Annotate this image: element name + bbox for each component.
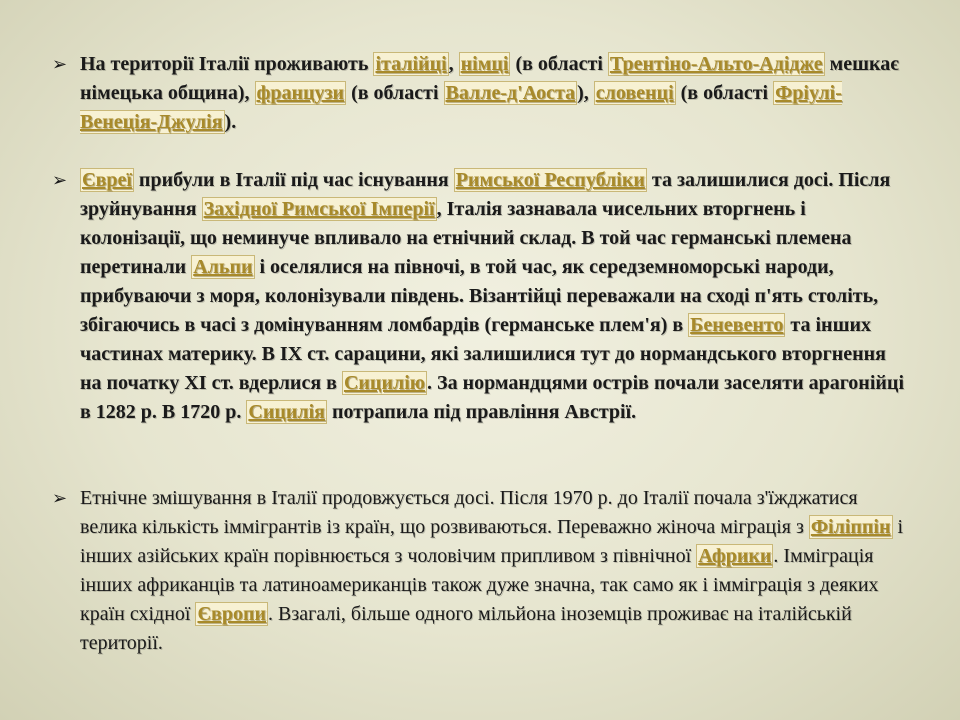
text-segment: та залишилися досі. Після зруйнування — [80, 169, 891, 220]
hyperlink[interactable]: Трентіно-Альто-Адідже — [609, 53, 823, 75]
bullet-ethnic-groups — [52, 50, 912, 137]
text-segment: потрапила під правління Австрії. — [327, 401, 637, 423]
bullet-text — [80, 166, 912, 427]
hyperlink[interactable]: Валле-д'Аоста — [445, 82, 576, 104]
text-segment: мешкає німецька община), — [80, 53, 899, 104]
hyperlink[interactable]: Філіппін — [810, 516, 891, 538]
text-segment: і інших азійських країн порівнюється з чоловічим припливом з північної — [80, 516, 904, 567]
text-segment: ). — [224, 111, 237, 133]
hyperlink[interactable]: німці — [460, 53, 509, 75]
text-segment: . Імміграція інших африканців та латиноамериканців також дуже значна, так само як і імміграція з деяких країн східної — [80, 545, 879, 625]
hyperlink[interactable]: Західної Римської Імперії — [203, 198, 435, 220]
arrow-bullet-icon: ➢ — [52, 54, 68, 75]
bullet-text — [80, 50, 912, 137]
arrow-bullet-icon: ➢ — [52, 170, 68, 191]
text-segment: На території Італії проживають — [80, 53, 374, 75]
hyperlink[interactable]: французи — [256, 82, 345, 104]
text-segment: , Італія зазнавала чисельних вторгнень і колонізації, що неминуче впливало на етнічний склад. В той час германські племена перетинали — [80, 198, 852, 278]
text-segment: та інших частинах материку. В IX ст. сарацини, які залишилися тут до нормандського вторгнення на початку XI ст. вдерлися в — [80, 314, 886, 394]
hyperlink[interactable]: Африки — [698, 545, 772, 567]
text-segment: (в області — [346, 82, 444, 104]
hyperlink[interactable]: Фріулі-Венеція-Джулія — [80, 82, 842, 133]
text-segment: прибули в Італії під час існування — [133, 169, 454, 191]
text-segment: Етнічне змішування в Італії продовжується досі. Після 1970 р. до Італії почала з'їжджатися велика кількість іммігрантів із країн, що розвиваються. Переважно жіноча міграція з — [80, 487, 858, 538]
hyperlink[interactable]: італійці — [375, 53, 447, 75]
hyperlink[interactable]: Європи — [197, 603, 267, 625]
text-segment: і оселялися на півночі, в той час, як середземноморські народи, прибуваючи з моря, колонізували південь. Візантійці переважали на сході п'ять століть, збігаючись в часі з домінуванням ломбардів (германське плем'я) в — [80, 256, 879, 336]
text-segment: . Взагалі, більше одного мільйона іноземців проживає на італійській території. — [80, 603, 852, 654]
text-segment: . За нормандцями острів почали заселяти арагонійці в 1282 р. В 1720 р. — [80, 372, 904, 423]
bullet-immigration — [52, 484, 912, 658]
bullet-text — [80, 484, 912, 658]
arrow-bullet-icon: ➢ — [52, 488, 68, 509]
hyperlink[interactable]: Сицилія — [248, 401, 326, 423]
hyperlink[interactable]: Сицилію — [343, 372, 426, 394]
hyperlink[interactable]: Альпи — [193, 256, 253, 278]
bullet-history — [52, 166, 912, 427]
text-segment: , — [448, 53, 459, 75]
hyperlink[interactable]: Євреї — [82, 169, 132, 191]
text-segment: ), — [577, 82, 594, 104]
hyperlink[interactable]: Беневенто — [690, 314, 784, 336]
text-segment: (в області — [510, 53, 608, 75]
text-segment: (в області — [675, 82, 774, 104]
hyperlink[interactable]: Римської Республіки — [455, 169, 645, 191]
hyperlink[interactable]: словенці — [595, 82, 674, 104]
